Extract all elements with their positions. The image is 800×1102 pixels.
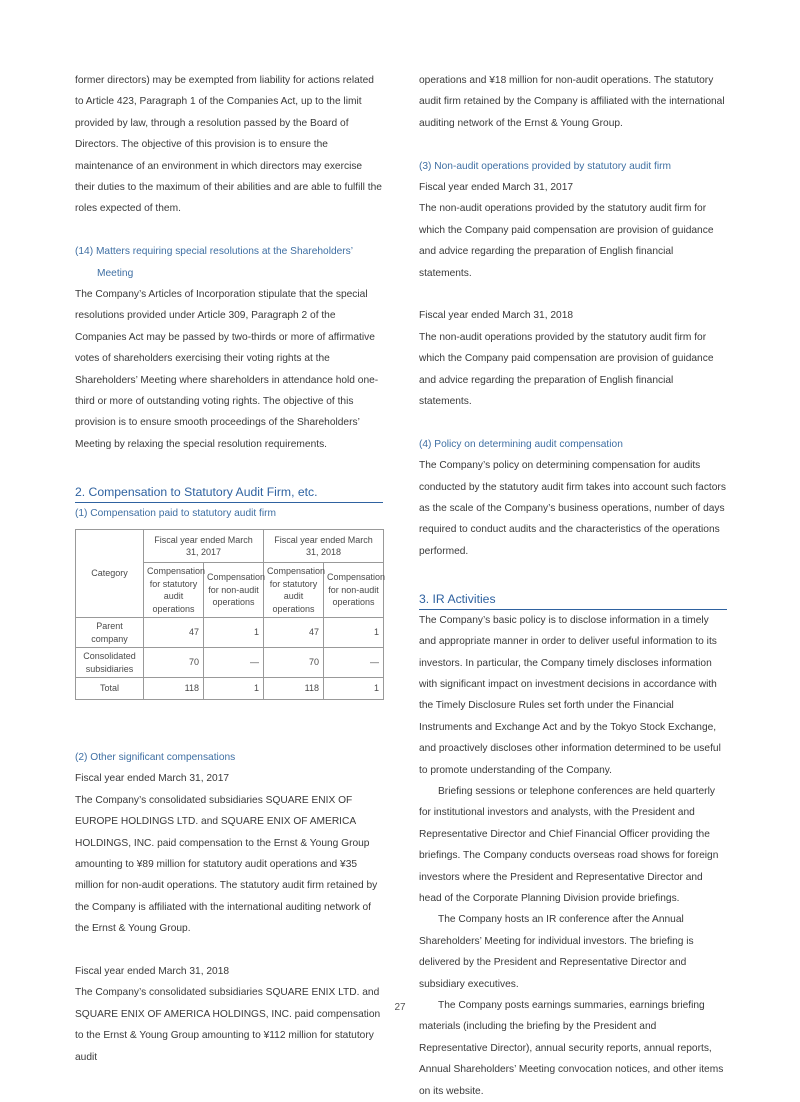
- table-row: [76, 678, 384, 700]
- paragraph-non-audit-2018: The non-audit operations provided by the statutory audit firm for which the Company paid compensation are provision of guidance and advice regarding the preparation of English financial statements.: [419, 331, 714, 408]
- paragraph-fy2018-compensation: The Company’s consolidated subsidiaries SQUARE ENIX LTD. and SQUARE ENIX OF AMERICA HOLDINGS, INC. paid compensation to the Ernst & Young Group amounting to ¥112 million for statutory audit: [75, 987, 381, 1063]
- cell-value: 1: [204, 678, 264, 700]
- heading-fy2017: Fiscal year ended March 31, 2017: [75, 773, 230, 785]
- table-header-fy2018: Fiscal year ended March 31, 2018: [264, 530, 384, 563]
- section-title-audit-compensation: 2. Compensation to Statutory Audit Firm, etc.: [75, 483, 383, 503]
- heading-fy2017: Fiscal year ended March 31, 2017: [419, 182, 574, 194]
- cell-value: 1: [324, 678, 384, 700]
- left-column: [75, 70, 386, 1068]
- right-column: [419, 70, 727, 1102]
- paragraph-directors-liability: former directors) may be exempted from liability for actions related to Article 423, Paragraph 1 of the Companies Act, up to the limit provided by law, through a resolution passed by the Board of Directors. The objective of this provision is to ensure the maintenance of an environment in which directors may exercise their duties to the maximum of their abilities and are able to fulfill the roles expected of them.: [75, 75, 382, 215]
- cell-value: 118: [264, 678, 324, 700]
- table-header-category: Category: [76, 530, 144, 618]
- heading-audit-policy: (4) Policy on determining audit compensation: [419, 438, 623, 450]
- paragraph-ir-website: The Company posts earnings summaries, earnings briefing materials (including the briefing by the President and Representative Director), annual security reports, annual reports, Annual Shareholders’ Meeting convocation notices, and other items on its website.: [419, 1000, 724, 1097]
- heading-non-audit-operations: (3) Non-audit operations provided by statutory audit firm: [419, 160, 671, 172]
- paragraph-fy2017-compensation: The Company’s consolidated subsidiaries SQUARE ENIX OF EUROPE HOLDINGS LTD. and SQUARE ENIX OF AMERICA HOLDINGS, INC. paid compensation to the Ernst & Young Group amounting to ¥89 million for statutory audit operations and ¥35 million for non-audit operations. The statutory audit firm retained by the Company is affiliated with the international auditing network of the Ernst & Young Group.: [75, 794, 378, 935]
- table-header-nonaudit-2018: Compensation for non-audit operations: [324, 563, 384, 618]
- table-row: [76, 618, 384, 648]
- table-header-fy2017: Fiscal year ended March 31, 2017: [144, 530, 264, 563]
- paragraph-ir-conference: The Company hosts an IR conference after the Annual Shareholders’ Meeting for individual investors. The briefing is delivered by the President and Representative Director and subsidiary executives.: [419, 914, 694, 990]
- cell-value: 118: [144, 678, 204, 700]
- cell-value: 70: [264, 648, 324, 678]
- paragraph-audit-policy: The Company’s policy on determining compensation for audits conducted by the statutory audit firm takes into account such factors as the scale of the Company’s business operations, number of days required to conduct audits and the characteristics of the operations performed.: [419, 460, 726, 557]
- table-row: [76, 648, 384, 678]
- compensation-table: [75, 529, 384, 700]
- cell-value: 47: [264, 618, 324, 648]
- heading-special-resolutions: (14) Matters requiring special resolutions at the Shareholders’: [75, 246, 354, 258]
- row-category: Consolidated subsidiaries: [76, 648, 144, 678]
- cell-value: 1: [204, 618, 264, 648]
- heading-fy2018: Fiscal year ended March 31, 2018: [75, 965, 230, 977]
- paragraph-ir-policy: The Company’s basic policy is to disclose information in a timely and appropriate manner in order to deliver useful information to its investors. In particular, the Company timely discloses information with significant impact on investment decisions in accordance with the Timely Disclosure Rules set forth under the Financial Instruments and Exchange Act and by the Tokyo Stock Exchange, and proactively discloses other information determined to be useful to promote understanding of the Company.: [419, 614, 721, 776]
- row-category: Parent company: [76, 618, 144, 648]
- paragraph-fy2018-continued: operations and ¥18 million for non-audit operations. The statutory audit firm retained by the Company is affiliated with the international auditing network of the Ernst & Young Group.: [419, 75, 725, 129]
- heading-other-compensations: (2) Other significant compensations: [75, 751, 236, 763]
- table-header-audit-2018: Compensation for statutory audit operations: [264, 563, 324, 618]
- cell-value: 1: [324, 618, 384, 648]
- heading-fy2018: Fiscal year ended March 31, 2018: [419, 310, 574, 322]
- page-number: 27: [394, 1002, 406, 1013]
- cell-value: —: [324, 648, 384, 678]
- table-header-nonaudit-2017: Compensation for non-audit operations: [204, 563, 264, 618]
- section-title-ir-activities: 3. IR Activities: [419, 590, 727, 610]
- heading-special-resolutions-cont: Meeting: [97, 267, 134, 279]
- row-category: Total: [76, 678, 144, 700]
- heading-compensation-paid: (1) Compensation paid to statutory audit firm: [75, 507, 277, 519]
- cell-value: 70: [144, 648, 204, 678]
- table-header-audit-2017: Compensation for statutory audit operations: [144, 563, 204, 618]
- paragraph-special-resolutions: The Company’s Articles of Incorporation stipulate that the special resolutions provided under Article 309, Paragraph 2 of the Companies Act may be passed by two-thirds or more of affirmative votes of shareholders exercising their voting rights at the Shareholders’ Meeting where shareholders in attendance hold one-third or more of outstanding voting rights. The objective of this provision is to ensure smooth proceedings of the Shareholders’ Meeting by relaxing the special resolution requirements.: [75, 289, 379, 450]
- paragraph-non-audit-2017: The non-audit operations provided by the statutory audit firm for which the Company paid compensation are provision of guidance and advice regarding the preparation of English financial statements.: [419, 203, 714, 279]
- cell-value: 47: [144, 618, 204, 648]
- paragraph-ir-briefings: Briefing sessions or telephone conferences are held quarterly for institutional investors and analysts, with the President and Representative Director and Chief Financial Officer providing the briefings. The Company conducts overseas road shows for foreign investors where the President and Representative Director and head of the Corporate Planning Division provide briefings.: [419, 785, 719, 904]
- cell-value: —: [204, 648, 264, 678]
